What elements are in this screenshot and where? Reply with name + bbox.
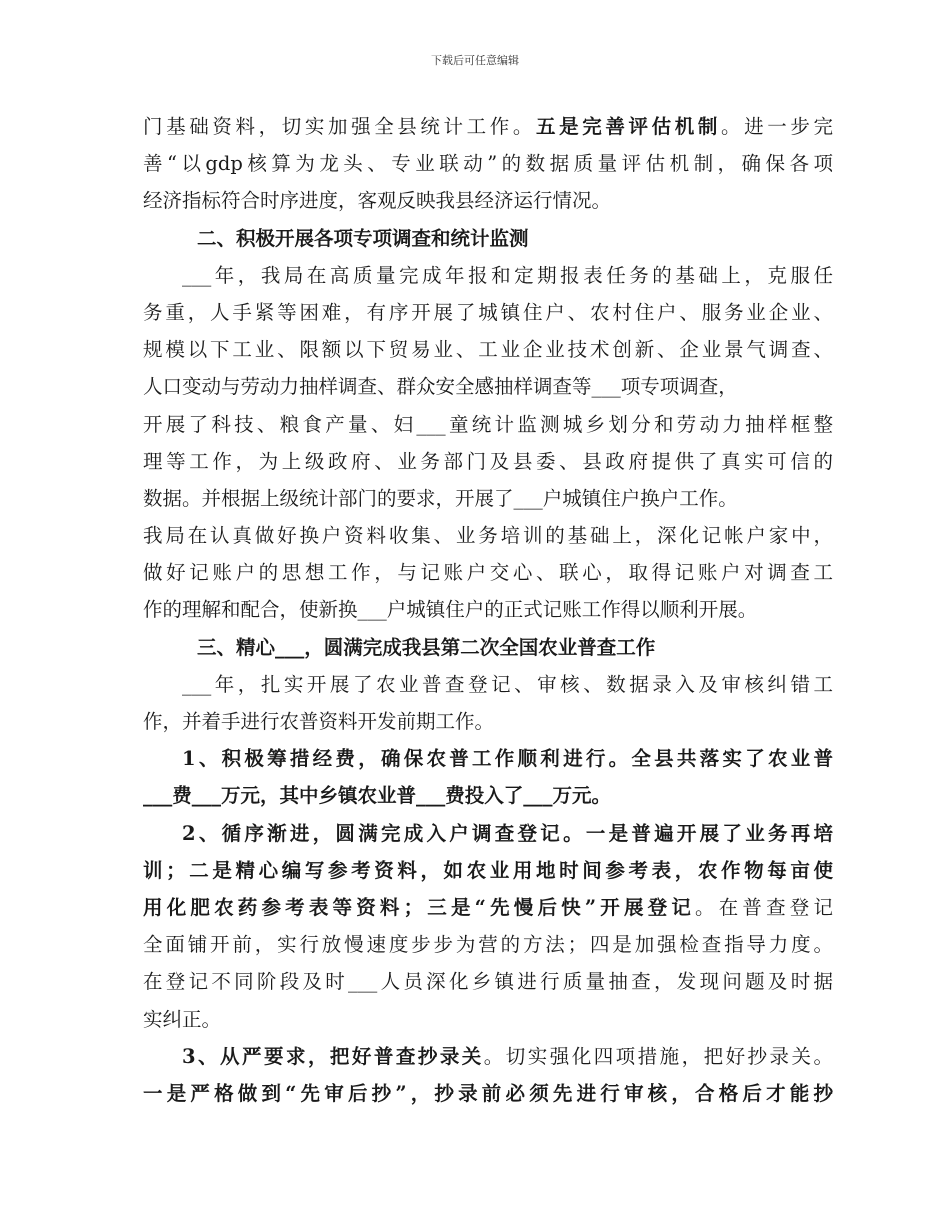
text-line bbox=[143, 406, 833, 443]
document-body bbox=[143, 108, 833, 1112]
bold-text-segment: 2、循序渐进，圆满完成入户调查登记。一是普遍开展了业务再培 bbox=[182, 821, 833, 845]
text-segment: 数据。并根据上级统计部门的要求，开展了___户城镇住户换户工作。 bbox=[143, 486, 738, 510]
text-line bbox=[143, 368, 833, 405]
text-segment: 。进一步完 bbox=[720, 115, 833, 138]
bold-text-segment: 3、从严要求，把好普查抄录关 bbox=[182, 1044, 484, 1068]
text-line bbox=[143, 182, 833, 219]
text-line bbox=[143, 220, 833, 257]
text-line bbox=[143, 926, 833, 963]
text-segment: 理等工作，为上级政府、业务部门及县委、县政府提供了真实可信的 bbox=[143, 449, 833, 473]
bold-text-segment: 一是严格做到“先审后抄”，抄录前必须先进行审核，合格后才能抄 bbox=[143, 1081, 833, 1105]
text-segment: 。切实强化四项措施，把好抄录关。 bbox=[483, 1044, 833, 1068]
text-line bbox=[143, 1001, 833, 1038]
text-segment: 全面铺开前，实行放慢速度步步为营的方法；四是加强检查指导力度。 bbox=[143, 933, 833, 957]
text-line bbox=[143, 1038, 833, 1075]
text-line bbox=[143, 108, 833, 145]
text-line bbox=[143, 443, 833, 480]
text-line bbox=[143, 629, 833, 666]
text-line bbox=[143, 257, 833, 294]
text-segment: 在登记不同阶段及时___人员深化乡镇进行质量抽查，发现问题及时据 bbox=[143, 970, 833, 994]
text-line bbox=[143, 554, 833, 591]
text-segment: ___年，扎实开展了农业普查登记、审核、数据录入及审核纠错工 bbox=[182, 672, 833, 696]
text-segment: 务重，人手紧等困难，有序开展了城镇住户、农村住户、服务业企业、 bbox=[143, 300, 833, 324]
text-segment: 我局在认真做好换户资料收集、业务培训的基础上，深化记帐户家中， bbox=[143, 524, 833, 548]
text-line bbox=[143, 963, 833, 1000]
text-line bbox=[143, 1075, 833, 1112]
text-segment: 开展了科技、粮食产量、妇___童统计监测城乡划分和劳动力抽样框整 bbox=[143, 412, 833, 436]
text-line bbox=[143, 815, 833, 852]
text-segment: 作，并着手进行农普资料开发前期工作。 bbox=[143, 710, 495, 733]
text-segment: 。在普查登记 bbox=[695, 895, 833, 919]
text-segment: 门基础资料，切实加强全县统计工作。 bbox=[143, 115, 537, 138]
bold-text-segment: 三、精心___，圆满完成我县第二次全国农业普查工作 bbox=[197, 635, 656, 659]
bold-text-segment: 五是完善评估机制 bbox=[536, 115, 721, 138]
text-line bbox=[143, 331, 833, 368]
text-segment: ___年，我局在高质量完成年报和定期报表任务的基础上，克服任 bbox=[182, 263, 833, 287]
text-segment: 作的理解和配合，使新换___户城镇住户的正式记账工作得以顺利开展。 bbox=[143, 598, 758, 622]
text-segment: 善“以gdp核算为龙头、专业联动”的数据质量评估机制，确保各项 bbox=[143, 152, 833, 176]
text-segment: 人口变动与劳动力抽样调查、群众安全感抽样调查等___项专项调查， bbox=[143, 375, 738, 399]
text-line bbox=[143, 480, 833, 517]
text-line bbox=[143, 740, 833, 777]
text-segment: 实纠正。 bbox=[143, 1007, 222, 1031]
text-line bbox=[143, 666, 833, 703]
bold-text-segment: 训；二是精心编写参考资料，如农业用地时间参考表，农作物每亩使 bbox=[143, 858, 833, 882]
bold-text-segment: 用化肥农药参考表等资料；三是“先慢后快”开展登记 bbox=[143, 895, 696, 919]
text-line bbox=[143, 517, 833, 554]
text-line bbox=[143, 852, 833, 889]
text-line bbox=[143, 591, 833, 628]
text-line bbox=[143, 889, 833, 926]
text-line bbox=[143, 703, 833, 740]
bold-text-segment: 二、积极开展各项专项调查和统计监测 bbox=[197, 226, 529, 250]
text-segment: 经济指标符合时序进度，客观反映我县经济运行情况。 bbox=[143, 189, 612, 213]
bold-text-segment: 1、积极筹措经费，确保农普工作顺利进行。全县共落实了农业普 bbox=[182, 747, 833, 771]
text-line bbox=[143, 777, 833, 814]
text-line bbox=[143, 145, 833, 182]
text-line bbox=[143, 294, 833, 331]
page-header: 下载后可任意编辑 bbox=[431, 54, 519, 67]
bold-text-segment: ___费___万元，其中乡镇农业普___费投入了___万元。 bbox=[143, 784, 612, 808]
text-segment: 规模以下工业、限额以下贸易业、工业企业技术创新、企业景气调查、 bbox=[143, 338, 833, 362]
text-segment: 做好记账户的思想工作，与记账户交心、联心，取得记账户对调查工 bbox=[143, 561, 833, 585]
